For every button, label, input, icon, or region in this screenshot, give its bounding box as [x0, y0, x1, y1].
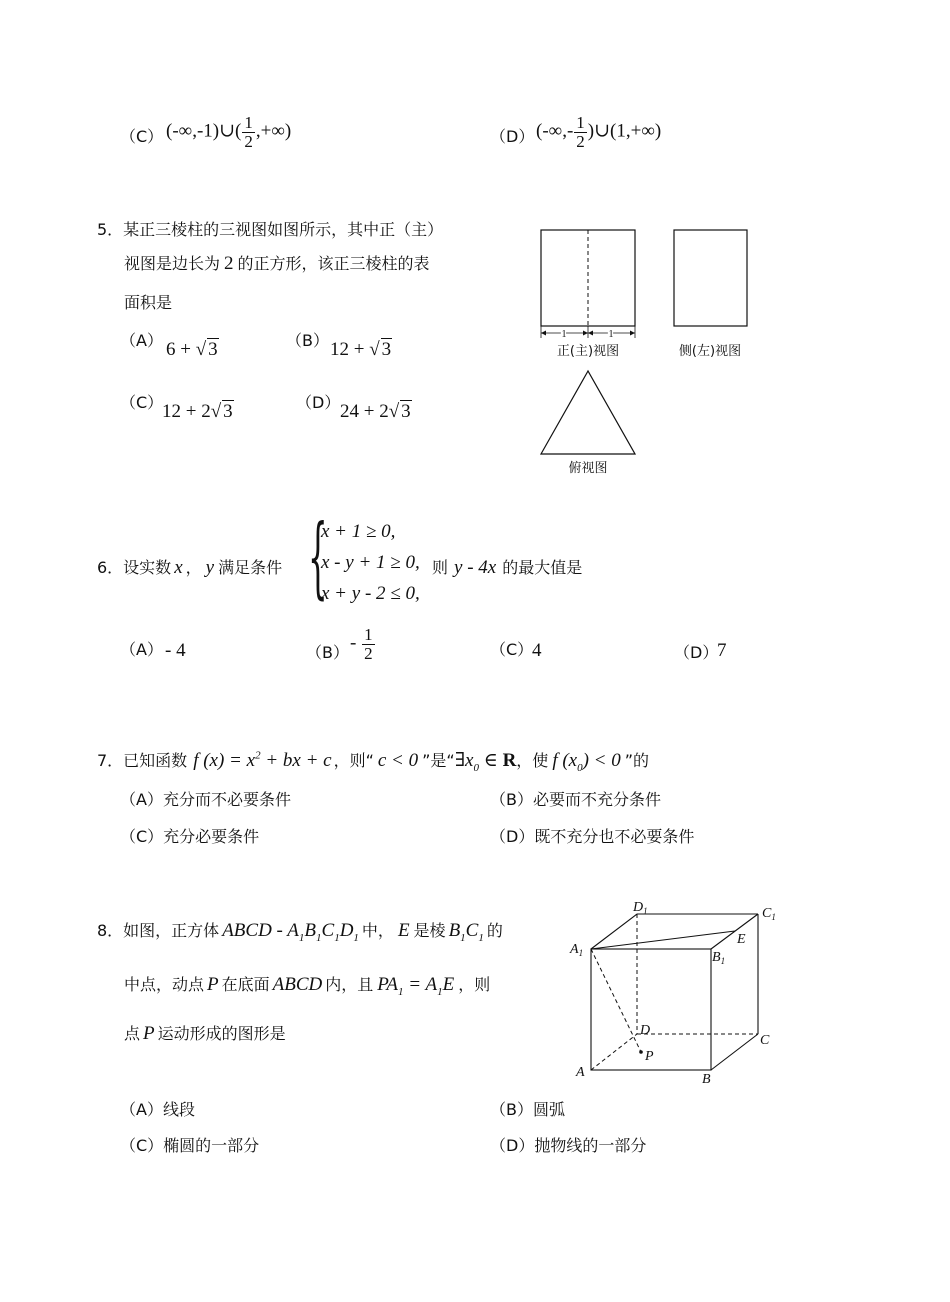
- q5-option-c-value: 12 + 2√ 3: [162, 401, 233, 422]
- q8-option-c: （C）椭圆的一部分: [120, 1136, 260, 1155]
- edge-b-c: [711, 1034, 758, 1070]
- label-d1: $D_1$: [633, 900, 648, 916]
- three-view-figure: [530, 220, 770, 485]
- q8-stem-line2: 中点，动点 P 在底面 ABCD 内，且 $PA_1 = A_1E$ ，则: [124, 974, 491, 998]
- q5-option-d-label: （D）: [296, 393, 341, 412]
- label-p: P: [645, 1049, 654, 1064]
- q6-constraint-1: x + 1 ≥ 0,: [321, 521, 396, 542]
- label-c1: $C_1$: [762, 906, 776, 922]
- segment-a1-p: [591, 949, 641, 1052]
- q8-stem-line3: 点 P 运动形成的图形是: [124, 1023, 286, 1044]
- q5-option-d-value: 24 + 2√ 3: [340, 401, 411, 422]
- front-view-caption: 正(主)视图: [556, 344, 620, 359]
- label-d: D: [640, 1023, 651, 1038]
- q4-option-d-label: （D）: [490, 127, 535, 146]
- q4-option-d-expression: (-∞,- $\frac{1}{2}$ )∪(1,+∞): [536, 113, 662, 151]
- q6-system-brace: {: [308, 505, 328, 608]
- top-view-triangle: [541, 371, 635, 454]
- cube-figure: [565, 893, 790, 1093]
- q6-option-a-value: - 4: [165, 640, 186, 661]
- q7-option-b: （B）必要而不充分条件: [490, 790, 661, 809]
- q6-option-b-label: （B）: [306, 643, 349, 662]
- segment-a1-e: [591, 931, 735, 949]
- label-e: E: [737, 932, 746, 947]
- q6-option-d-value: 7: [717, 640, 727, 661]
- q8-option-d: （D）抛物线的一部分: [490, 1136, 647, 1155]
- q6-stem-end: 则 y - 4x 的最大值是: [432, 557, 583, 578]
- top-view-caption: 俯视图: [568, 461, 608, 476]
- q5-option-a-value: 6 + √ 3: [166, 339, 218, 360]
- hidden-edge-a-d: [591, 1034, 637, 1070]
- dim-label-left: 1: [561, 329, 567, 340]
- q8-stem-line1: 8．如图，正方体 ABCD - $A_1B_1C_1D_1$ 中， E 是棱 $B_1C_1$ 的: [97, 920, 503, 944]
- q7-option-c: （C）充分必要条件: [120, 827, 260, 846]
- q4-option-c-expression: (-∞,-1)∪( $\frac{1}{2}$ ,+∞): [166, 113, 292, 151]
- q6-option-a-label: （A）: [120, 640, 163, 659]
- q8-option-a: （A）线段: [120, 1100, 195, 1119]
- q6-option-c-label: （C）: [490, 640, 534, 659]
- q6-option-d-label: （D）: [674, 643, 719, 662]
- q6-option-c-value: 4: [532, 640, 542, 661]
- dim-label-right: 1: [608, 329, 614, 340]
- q5-option-a-label: （A）: [120, 331, 163, 350]
- label-c: C: [760, 1033, 770, 1048]
- q7-stem: 7．已知函数 f $(x) = x^2$ + bx + c ，则“ c < 0 ”是“$\exists x_0$ ∈ R，使 f $(x_0) < 0$ ”的: [97, 749, 650, 774]
- q6-option-b-value: - $\frac{1}{2}$: [350, 625, 373, 663]
- q7-option-d: （D）既不充分也不必要条件: [490, 827, 695, 846]
- q6-constraint-2: x - y + 1 ≥ 0,: [321, 552, 420, 573]
- q4-option-c-label: （C）: [120, 127, 164, 146]
- q5-option-c-label: （C）: [120, 393, 164, 412]
- q6-constraint-3: x + y - 2 ≤ 0,: [321, 583, 420, 604]
- q5-option-b-label: （B）: [286, 331, 329, 350]
- q5-stem-line1: 5．某正三棱柱的三视图如图所示，其中正（主）: [97, 220, 444, 239]
- q5-stem-line2: 视图是边长为 2 的正方形，该正三棱柱的表: [124, 253, 430, 274]
- q5-option-b-value: 12 + √ 3: [330, 339, 392, 360]
- side-view-caption: 侧(左)视图: [678, 344, 742, 359]
- q8-option-b: （B）圆弧: [490, 1100, 565, 1119]
- q6-stem-start: 6．设实数 x ， y 满足条件: [97, 557, 283, 578]
- label-b1: $B_1$: [712, 950, 726, 966]
- side-view-rectangle: [674, 230, 747, 326]
- label-b: B: [702, 1072, 711, 1087]
- front-view-dimension: [541, 326, 635, 338]
- label-a1: $A_1$: [570, 942, 584, 958]
- q5-stem-line3: 面积是: [124, 293, 173, 312]
- q7-option-a: （A）充分而不必要条件: [120, 790, 291, 809]
- point-p: [639, 1050, 643, 1054]
- label-a: A: [576, 1065, 585, 1080]
